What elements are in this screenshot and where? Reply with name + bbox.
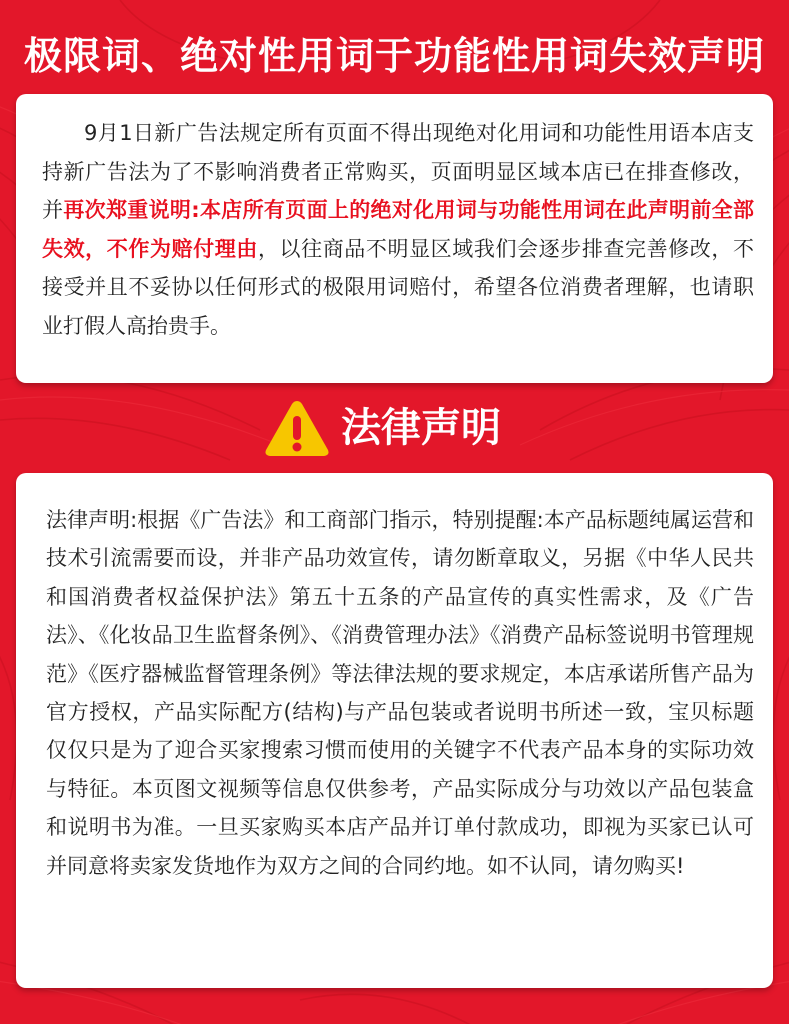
disclaimer-text-emphasis: 再次郑重说明:本店所有页面上的绝对化用词与功能性用词在此声明前全部失效，不作为赔付理由: [42, 198, 754, 261]
disclaimer-title: 极限词、绝对性用词于功能性用词失效声明: [23, 34, 765, 78]
disclaimer-text-before: 9月1日新广告法规定所有页面不得出现绝对化用词和功能性用语本店支持新广告法为了不影响消费者正常购买，页面明显区域本店已在排查修改，并: [42, 121, 754, 222]
disclaimer-card: [16, 94, 773, 383]
warning-icon: [263, 397, 331, 459]
legal-text: 法律声明:根据《广告法》和工商部门指示，特别提醒:本产品标题纯属运营和技术引流需要而设，并非产品功效宣传，请勿断章取义，另据《中华人民共和国消费者权益保护法》第五十五条的产品宣传的真实性需求，及《广告法》、《化妆品卫生监督条例》、《消费管理办法》《消费产品标签说明书管理规范》《医疗器械监督管理条例》等法律法规的要求规定，本店承诺所售产品为官方授权，产品实际配方(结构)与产品包装或者说明书所述一致，宝贝标题仅仅只是为了迎合买家搜索习惯而使用的关键字不代表产品本身的实际功效与特征。本页图文视频等信息仅供参考，产品实际成分与功效以产品包装盒和说明书为准。一旦买家购买本店产品并订单付款成功，即视为买家已认可并同意将卖家发货地作为双方之间的合同约地。如不认同，请勿购买!: [46, 508, 754, 878]
disclaimer-text: [42, 114, 754, 345]
legal-title: 法律声明: [341, 405, 501, 451]
disclaimer-text-after: ，以往商品不明显区域我们会逐步排查完善修改，不接受并且不妥协以任何形式的极限用词赔付，希望各位消费者理解，也请职业打假人高抬贵手。: [42, 236, 754, 338]
legal-heading: [263, 397, 501, 459]
legal-card: [16, 473, 773, 988]
